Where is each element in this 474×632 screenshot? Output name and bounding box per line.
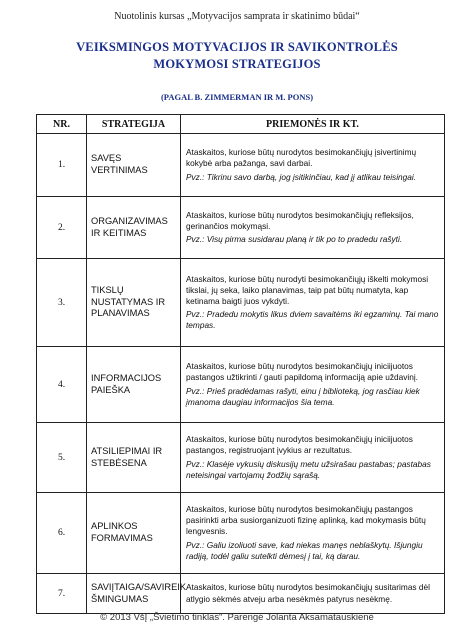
tools-description: Ataskaitos, kuriose būtų nurodytos besimokančiųjų susitarimas dėl atlygio sėkmės atveju arba nesėkmės patyrus nesėkmę.: [186, 582, 430, 604]
strategy-name: APLINKOS FORMAVIMAS: [87, 493, 181, 574]
table-row: [37, 423, 445, 493]
table-row: [37, 134, 445, 197]
tools-example: Pvz.: Galiu izoliuoti save, kad niekas manęs neblaškytų. Išjungiu radiją, todėl galiu sutelkti dėmesį į tai, ką darau.: [186, 539, 423, 561]
tools-cell: [181, 423, 445, 493]
tools-description: Ataskaitos, kuriose būtų nurodytos besimokančiųjų refleksijos, gerinančios mokymąsi.: [186, 209, 414, 231]
document-title-line-1: VEIKSMINGOS MOTYVACIJOS IR SAVIKONTROLĖS: [76, 40, 398, 54]
tools-cell: [181, 574, 445, 614]
tools-cell: [181, 134, 445, 197]
tools-cell: [181, 259, 445, 347]
tools-example: Pvz.: Klasėje vykusių diskusijų metu užsirašau pastabas; pastabas neteisingai vartojamų žodžių sąrašą.: [186, 458, 431, 480]
strategy-name: SAVĘS VERTINIMAS: [87, 134, 181, 197]
table-row: [37, 574, 445, 614]
strategy-name: TIKSLŲ NUSTATYMAS IR PLANAVIMAS: [87, 259, 181, 347]
table-row: [37, 493, 445, 574]
table-row: [37, 259, 445, 347]
row-number: 1.: [37, 134, 87, 197]
tools-example: Pvz.: Visų pirma susidarau planą ir tik po to pradedu rašyti.: [186, 234, 403, 245]
tools-example: Pvz.: Tikrinu savo darbą, jog įsitikinčiau, kad jį atlikau teisingai.: [186, 171, 417, 182]
strategy-name: [87, 574, 187, 614]
strategy-name: ORGANIZAVIMAS IR KEITIMAS: [87, 197, 181, 259]
tools-description: Ataskaitos, kuriose būtų nurodytos besimokančiųjų pastangos pasirinkti arba susiorganizuoti fizinę aplinką, kad mokymasis būtų lengvesnis.: [186, 504, 426, 537]
row-number: 2.: [37, 197, 87, 259]
tools-example: Pvz.: Prieš pradėdamas rašyti, einu į biblioteką, jog rasčiau kiek įmanoma daugiau informacijos šia tema.: [186, 385, 420, 407]
row-number: 7.: [37, 574, 87, 614]
tools-cell: [181, 197, 445, 259]
table-row: [37, 347, 445, 423]
row-number: 6.: [37, 493, 87, 574]
column-header-nr: NR.: [37, 115, 87, 134]
strategy-name: INFORMACIJOS PAIEŠKA: [87, 347, 181, 423]
strategy-name-part-2: ŠMINGUMAS: [91, 593, 149, 604]
course-header: Nuotolinis kursas „Motyvacijos samprata ir skatinimo būdai“: [114, 11, 360, 22]
document-title-line-2: MOKYMOSI STRATEGIJOS: [153, 57, 321, 71]
strategy-name-part-1: SAVIĮTAIGA/SAVIREIK: [91, 581, 187, 592]
row-number: 5.: [37, 423, 87, 493]
tools-description: Ataskaitos, kuriose būtų nurodyti besimokančiųjų iškelti mokymosi tikslai, jų seka, laiko planavimas, taip pat būtų numatyta, kap ketinama baigti juos vykdyti.: [186, 273, 429, 306]
strategies-table: [36, 114, 445, 614]
tools-cell: [181, 347, 445, 423]
column-header-tools: PRIEMONĖS IR KT.: [181, 115, 445, 134]
row-number: 3.: [37, 259, 87, 347]
tools-description: Ataskaitos, kuriose būtų nurodytos besimokančiųjų iniciijuotos pastangos, registruojant įvykius ar rezultatus.: [186, 434, 413, 456]
tools-example: Pvz.: Pradedu mokytis likus dviem savaitėms iki egzaminų. Tai mano tempas.: [186, 309, 439, 331]
tools-description: Ataskaitos, kuriose būtų nurodytos besimokančiųjų įsivertinimų kokybė arba pažanga, savi darbai.: [186, 147, 417, 169]
strategy-name: ATSILIEPIMAI IR STEBĖSENA: [87, 423, 181, 493]
column-header-strategy: STRATEGIJA: [87, 115, 181, 134]
table-header-row: [37, 115, 445, 134]
table-row: [37, 197, 445, 259]
tools-description: Ataskaitos, kuriose būtų nurodytos besimokančiųjų iniciijuotos pastangos užtikrinti / gauti papildomą informaciją apie uždavinį.: [186, 361, 418, 383]
document-subtitle: (PAGAL B. ZIMMERMAN IR M. PONS): [160, 92, 314, 102]
page-footer: © 2013 VšĮ „Švietimo tinklas“. Parengė Jolanta Aksamatauskienė: [100, 612, 374, 623]
tools-cell: [181, 493, 445, 574]
row-number: 4.: [37, 347, 87, 423]
